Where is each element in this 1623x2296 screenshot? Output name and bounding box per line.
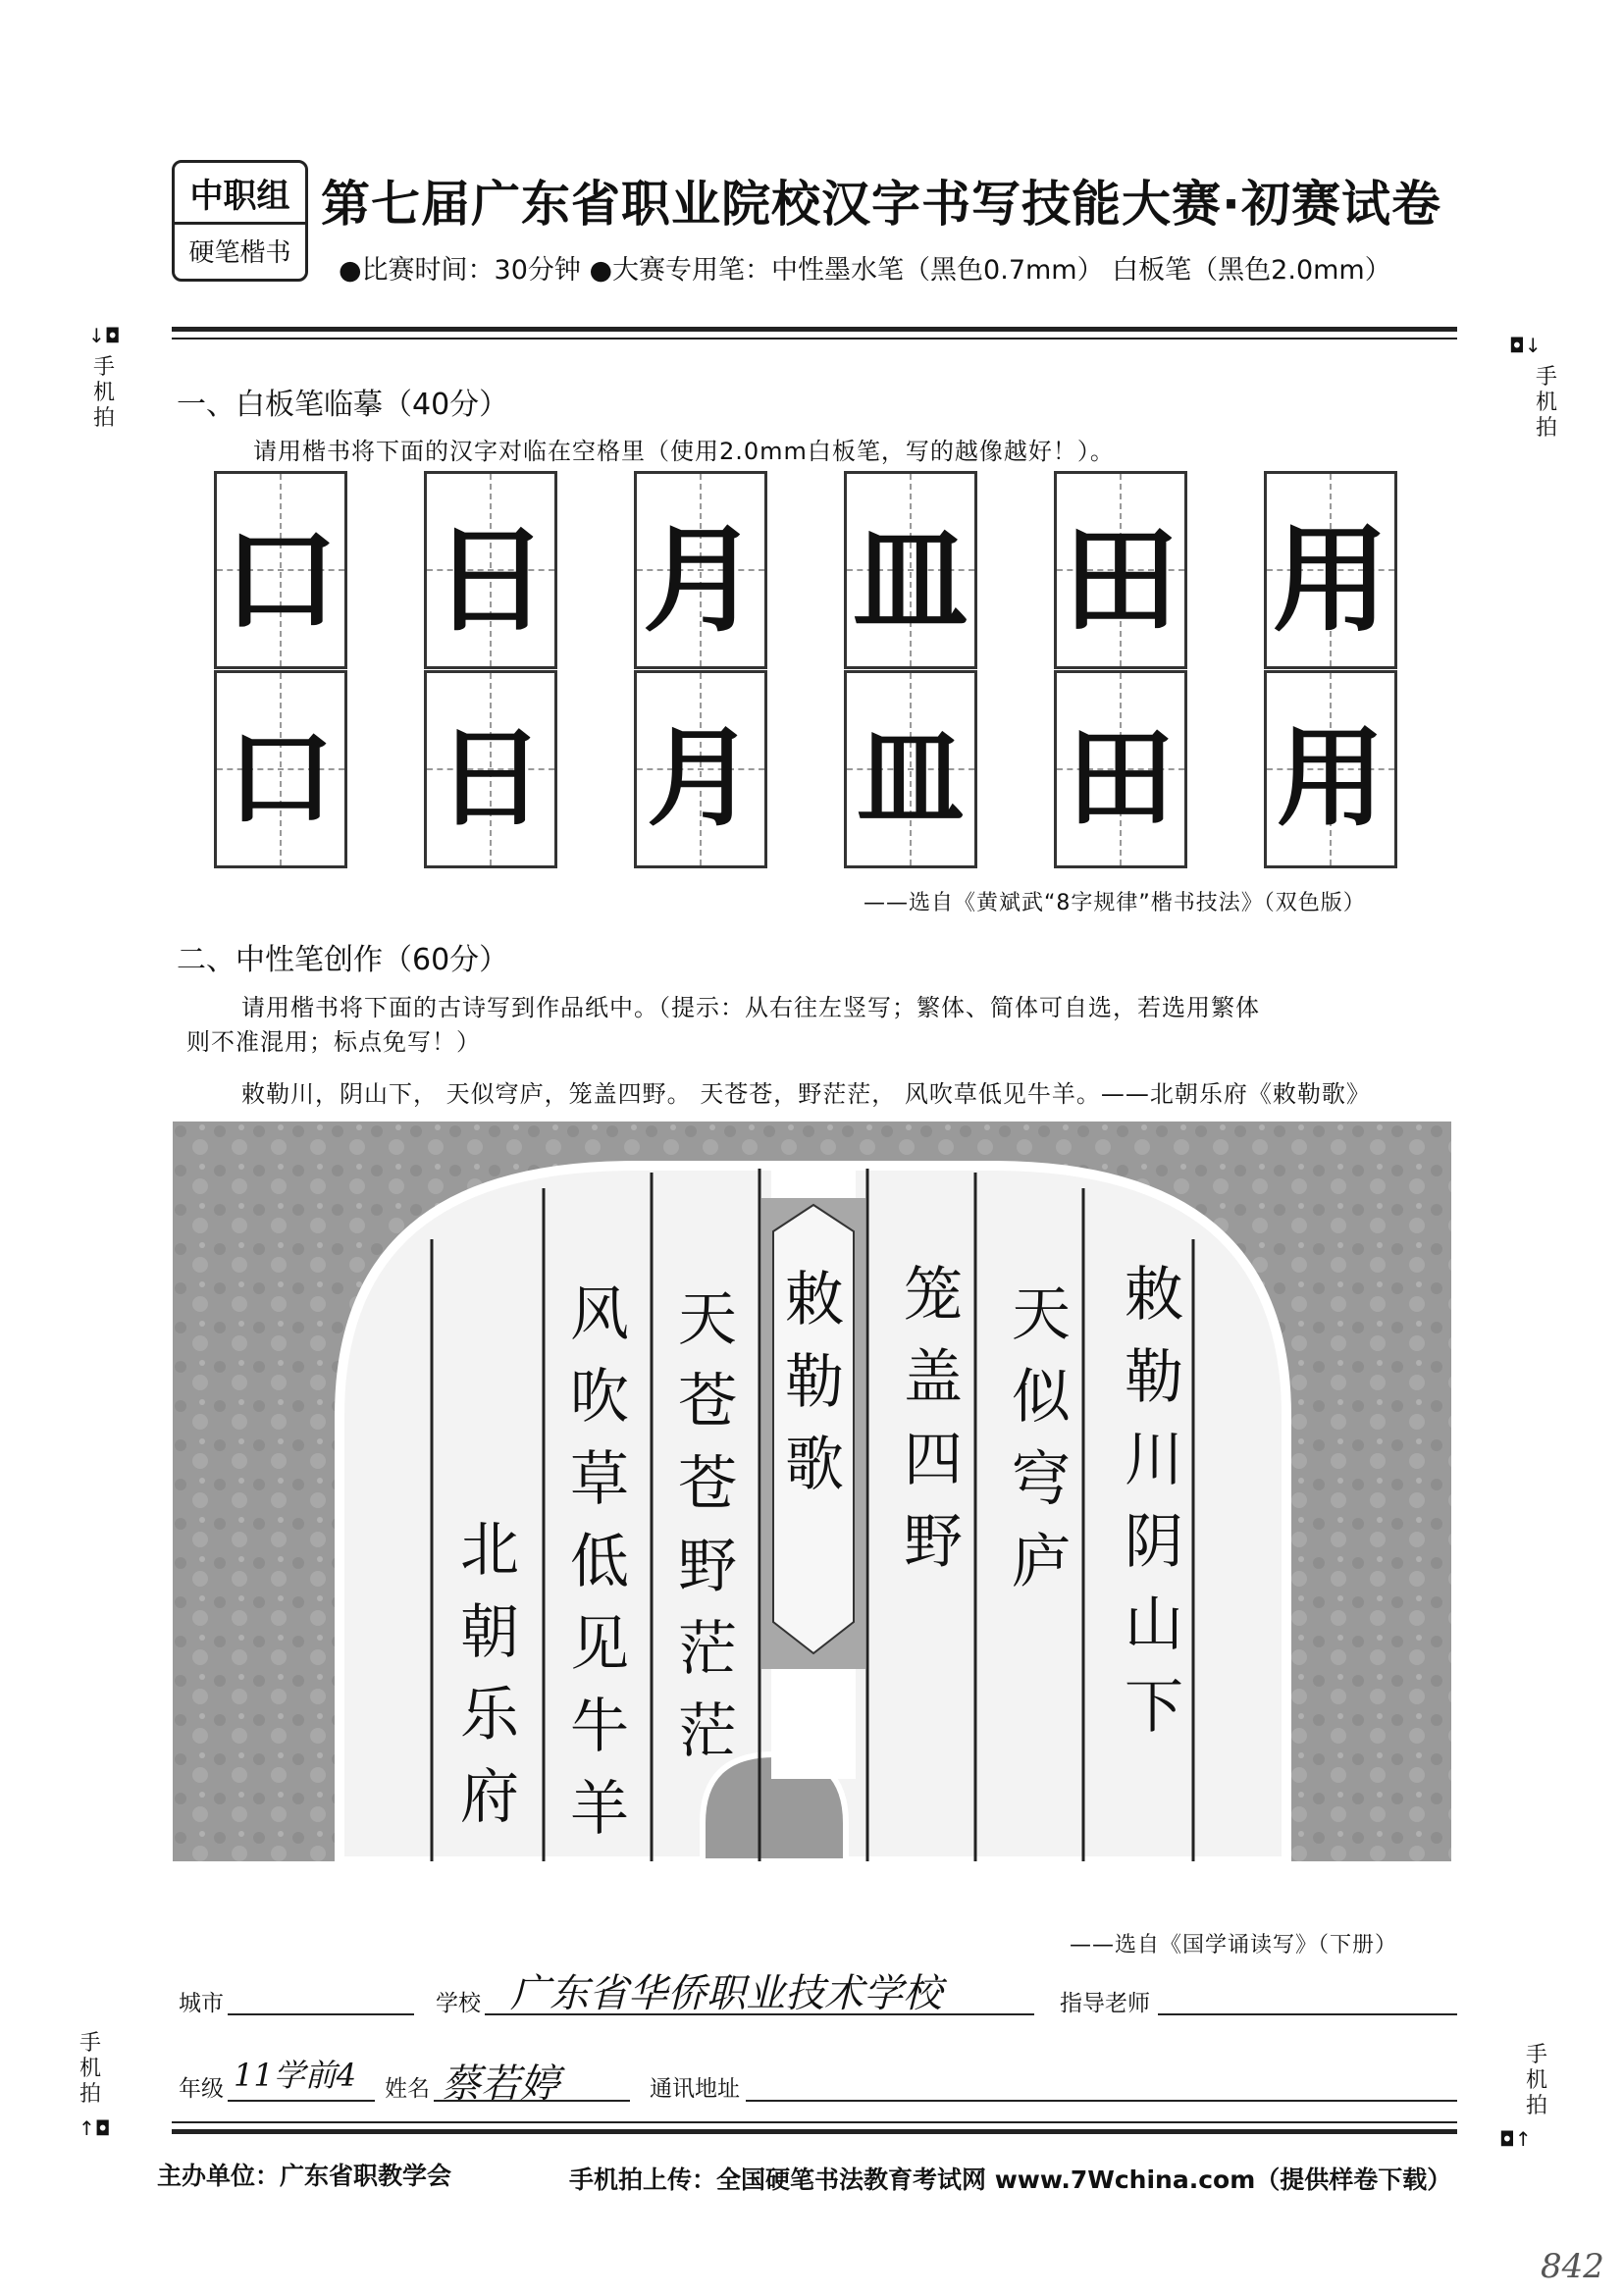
practice-character: 皿	[857, 715, 965, 841]
practice-cell	[634, 670, 767, 868]
group-badge	[172, 160, 308, 282]
practice-cell	[844, 670, 977, 868]
model-character: 口	[222, 511, 339, 648]
model-cell	[1264, 471, 1397, 669]
side-label-right-top: 手 机 拍	[1535, 365, 1557, 441]
practice-character: 田	[1067, 715, 1175, 841]
name-field[interactable]: 蔡若婷	[442, 2061, 559, 2107]
camera-icon: ↑◘	[79, 2116, 111, 2140]
practice-cell	[214, 670, 347, 868]
teacher-label: 指导老师	[1060, 1991, 1150, 2016]
camera-icon: ↓◘	[88, 324, 121, 347]
page-number: 842	[1541, 2247, 1604, 2286]
bottom-divider-thin	[172, 2121, 1457, 2123]
model-character: 月	[642, 511, 759, 648]
school-label: 学校	[436, 1991, 481, 2016]
city-field[interactable]	[228, 2013, 414, 2015]
school-field[interactable]: 广东省华侨职业技术学校	[510, 1971, 942, 2016]
poem-title-column: 敕 勒 歌	[785, 1266, 844, 1499]
artwork-frame	[173, 1122, 1451, 1861]
poem-column-5: 风 吹 草 低 见 牛 羊	[570, 1280, 629, 1844]
section2-title: 二、中性笔创作（60分）	[177, 943, 509, 977]
model-character: 田	[1062, 511, 1178, 648]
model-cell	[844, 471, 977, 669]
camera-icon: ◘↑	[1499, 2127, 1532, 2151]
poem-author-column: 北 朝 乐 府	[460, 1516, 519, 1832]
grade-field[interactable]: 11学前4	[234, 2057, 357, 2094]
model-character: 用	[1272, 511, 1388, 648]
model-cell	[424, 471, 557, 669]
practice-cell	[1054, 670, 1187, 868]
practice-character: 用	[1277, 715, 1385, 841]
poem-column-3: 笼 盖 四 野	[904, 1261, 963, 1577]
section2-instruction-2: 则不准混用；标点免写！）	[186, 1028, 481, 1056]
city-label: 城市	[179, 1991, 224, 2016]
poem-column-4: 天 苍 苍 野 茫 茫	[678, 1285, 737, 1766]
camera-icon: ◘↓	[1509, 334, 1542, 357]
model-character: 日	[432, 511, 549, 648]
grade-field-line	[228, 2100, 375, 2102]
practice-character: 口	[227, 715, 335, 841]
side-label-right-bottom: 手 机 拍	[1525, 2043, 1547, 2118]
side-label-left-bottom: 手 机 拍	[79, 2031, 101, 2107]
poem-column-2: 天 似 穹 庐	[1012, 1280, 1071, 1596]
section1-title: 一、白板笔临摹（40分）	[177, 388, 509, 422]
practice-character: 月	[647, 715, 755, 841]
poem-column-1: 敕 勒 川 阴 山 下	[1125, 1261, 1183, 1742]
badge-group-label: 中职组	[175, 163, 305, 225]
organizer-text: 主办单位：广东省职教学会	[157, 2162, 452, 2190]
section1-credit: ——选自《黄斌武“8字规律”楷书技法》（双色版）	[864, 891, 1366, 915]
model-character: 皿	[852, 511, 969, 648]
model-cell	[634, 471, 767, 669]
poem-text: 敕勒川，阴山下， 天似穹庐，笼盖四野。 天苍苍，野茫茫， 风吹草低见牛羊。——北朝乐府《敕勒歌》	[241, 1080, 1371, 1108]
exam-info: ●比赛时间：30分钟 ●大赛专用笔：中性墨水笔（黑色0.7mm） 白板笔（黑色2.0mm）	[339, 255, 1391, 286]
address-label: 通讯地址	[650, 2076, 740, 2102]
practice-character: 日	[437, 715, 545, 841]
bottom-divider	[172, 2129, 1457, 2134]
section1-instruction: 请用楷书将下面的汉字对临在空格里（使用2.0mm白板笔，写的越像越好！）。	[253, 438, 1115, 465]
teacher-field[interactable]	[1158, 2013, 1457, 2015]
address-field[interactable]	[746, 2100, 1457, 2102]
upload-info: 手机拍上传：全国硬笔书法教育考试网 www.7Wchina.com（提供样卷下载）	[569, 2166, 1452, 2194]
top-divider-thin	[172, 338, 1457, 339]
model-cell	[1054, 471, 1187, 669]
top-divider	[172, 327, 1457, 332]
model-cell	[214, 471, 347, 669]
grade-label: 年级	[179, 2076, 224, 2102]
side-label-left-top: 手 机 拍	[92, 355, 115, 431]
practice-cell	[424, 670, 557, 868]
section2-credit: ——选自《国学诵读写》（下册）	[1070, 1933, 1398, 1957]
badge-category-label: 硬笔楷书	[188, 237, 291, 268]
name-label: 姓名	[385, 2076, 430, 2102]
section2-instruction-1: 请用楷书将下面的古诗写到作品纸中。（提示：从右往左竖写；繁体、简体可自选，若选用繁体	[241, 994, 1260, 1021]
practice-cell	[1264, 670, 1397, 868]
page-title: 第七届广东省职业院校汉字书写技能大赛·初赛试卷	[321, 176, 1441, 233]
